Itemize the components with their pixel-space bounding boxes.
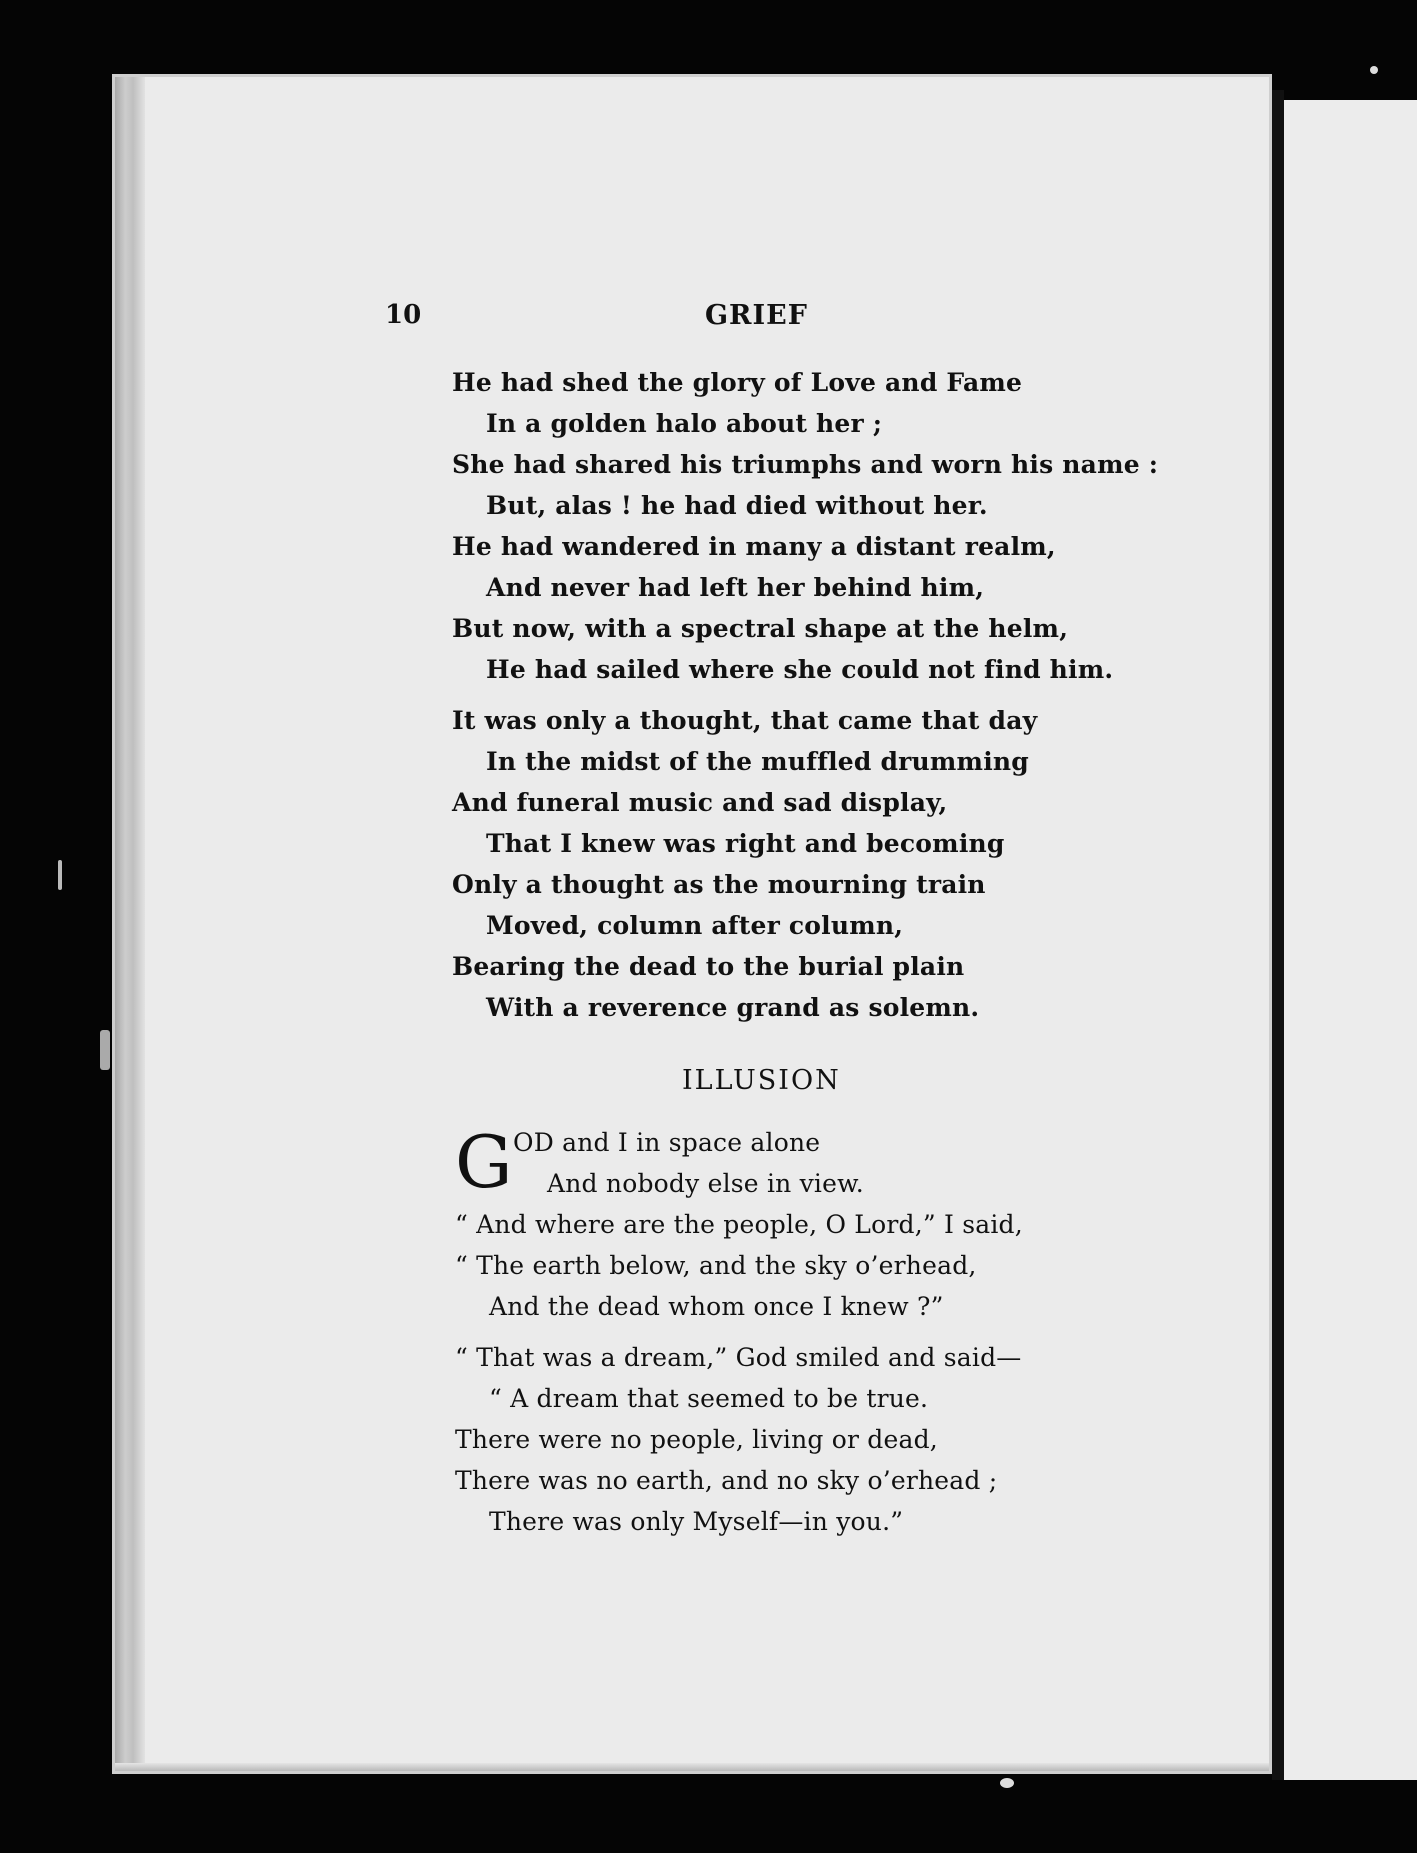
stanza (455, 1337, 1023, 1542)
poem-line: Moved, column after column, (486, 911, 904, 940)
poem-line: And funeral music and sad display, (452, 788, 948, 817)
poem-line: “ And where are the people, O Lord,” I said, (455, 1210, 1023, 1239)
poem-line: There were no people, living or dead, (455, 1425, 938, 1454)
poem-line: There was only Myself—in you.” (489, 1507, 904, 1536)
poem-line: “ That was a dream,” God smiled and said— (455, 1343, 1022, 1372)
drop-cap: G (455, 1120, 513, 1204)
stanza (455, 1122, 1023, 1327)
poem-line: He had shed the glory of Love and Fame (452, 368, 1023, 397)
stanza (452, 362, 1158, 690)
illusion-poem (455, 1122, 1023, 1542)
poem-line: With a reverence grand as solemn. (486, 993, 980, 1022)
scan-speck (100, 1030, 110, 1070)
running-head (385, 300, 1165, 340)
poem-line: OD and I in space alone (513, 1128, 821, 1157)
poem-line: But now, with a spectral shape at the helm, (452, 614, 1069, 643)
poem-line: Only a thought as the mourning train (452, 870, 986, 899)
page-number: 10 (385, 300, 422, 330)
poem-title: ILLUSION (682, 1065, 841, 1096)
poem-line: It was only a thought, that came that day (452, 706, 1038, 735)
poem-line: In the midst of the muffled drumming (486, 747, 1029, 776)
poem-line: That I knew was right and becoming (486, 829, 1005, 858)
book-gutter (1272, 90, 1284, 1780)
stanza (452, 700, 1158, 1028)
scan-speck (1000, 1778, 1014, 1788)
poem-line: “ A dream that seemed to be true. (489, 1384, 929, 1413)
poem-line: And the dead whom once I knew ?” (489, 1292, 944, 1321)
stanza-gap (452, 690, 1158, 700)
page-edge (115, 77, 145, 1771)
scan-speck (58, 860, 62, 890)
poem-line: “ The earth below, and the sky o’erhead, (455, 1251, 977, 1280)
poem-line: He had wandered in many a distant realm, (452, 532, 1056, 561)
facing-page (1284, 100, 1417, 1780)
poem-line-text: And nobody else in view. (547, 1169, 864, 1198)
poem-line: In a golden halo about her ; (486, 409, 883, 438)
page-bottom-edge (115, 1763, 1269, 1771)
poem-line: She had shared his triumphs and worn his name : (452, 450, 1159, 479)
poem-line (455, 1163, 1023, 1204)
grief-poem (452, 362, 1158, 1028)
poem-line: He had sailed where she could not find him. (486, 655, 1114, 684)
stanza-gap (455, 1327, 1023, 1337)
poem-line: And never had left her behind him, (486, 573, 985, 602)
poem-line: There was no earth, and no sky o’erhead ; (455, 1466, 998, 1495)
running-head-title: GRIEF (705, 300, 808, 331)
poem-line: But, alas ! he had died without her. (486, 491, 988, 520)
scan-speck (1370, 66, 1378, 74)
poem-line: Bearing the dead to the burial plain (452, 952, 965, 981)
